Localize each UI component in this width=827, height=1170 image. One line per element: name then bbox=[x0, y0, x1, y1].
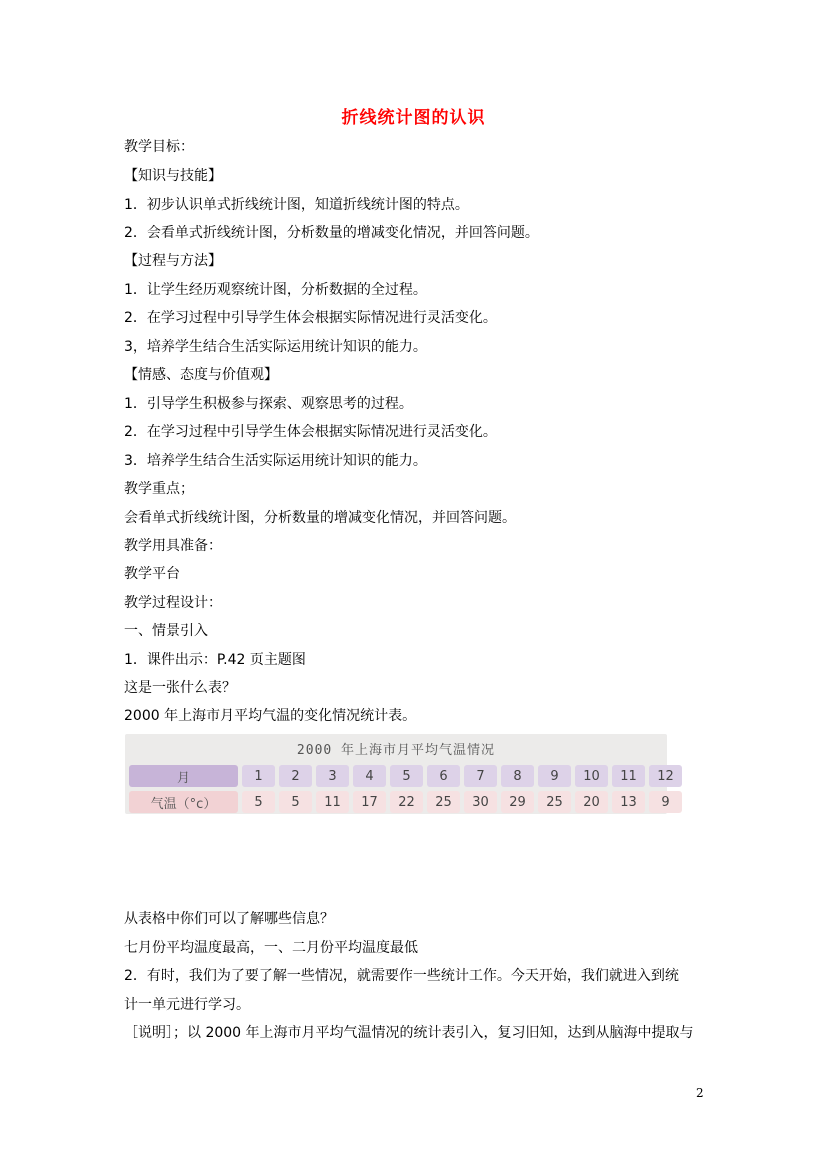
month-cell: 12 bbox=[649, 765, 682, 787]
text-line: 2．在学习过程中引导学生体会根据实际情况进行灵活变化。 bbox=[124, 424, 497, 440]
text-line: 这是一张什么表？ bbox=[124, 680, 236, 696]
temperature-cell: 25 bbox=[427, 791, 460, 813]
text-line: 1．课件出示：P.42 页主题图 bbox=[124, 652, 306, 668]
month-cell: 7 bbox=[464, 765, 497, 787]
month-cell: 6 bbox=[427, 765, 460, 787]
month-row-label: 月 bbox=[129, 765, 238, 787]
month-cell: 5 bbox=[390, 765, 423, 787]
temperature-cell: 29 bbox=[501, 791, 534, 813]
month-cell: 4 bbox=[353, 765, 386, 787]
month-cell: 11 bbox=[612, 765, 645, 787]
temperature-cell: 5 bbox=[242, 791, 275, 813]
text-line: 2．有时，我们为了要了解一些情况，就需要作一些统计工作。今天开始，我们就进入到统 bbox=[124, 968, 679, 984]
text-line: ［说明］；以 2000 年上海市月平均气温情况的统计表引入，复习旧知，达到从脑海中提取与 bbox=[124, 1025, 694, 1041]
text-line: 教学过程设计： bbox=[124, 595, 222, 611]
text-line: 1．引导学生积极参与探索、观察思考的过程。 bbox=[124, 396, 413, 412]
text-line: 【知识与技能】 bbox=[124, 168, 222, 184]
text-line: 【情感、态度与价值观】 bbox=[124, 367, 278, 383]
text-line: 3．培养学生结合生活实际运用统计知识的能力。 bbox=[124, 453, 427, 469]
text-line: 教学重点； bbox=[124, 481, 194, 497]
text-line: 教学平台 bbox=[124, 566, 180, 582]
temperature-cell: 17 bbox=[353, 791, 386, 813]
month-cell: 9 bbox=[538, 765, 571, 787]
temperature-cell: 5 bbox=[279, 791, 312, 813]
temperature-cell: 25 bbox=[538, 791, 571, 813]
text-line: 2000 年上海市月平均气温的变化情况统计表。 bbox=[124, 708, 417, 724]
month-cell: 1 bbox=[242, 765, 275, 787]
text-line: 从表格中你们可以了解哪些信息？ bbox=[124, 911, 334, 927]
temperature-cell: 20 bbox=[575, 791, 608, 813]
text-line: 七月份平均温度最高，一、二月份平均温度最低 bbox=[124, 940, 418, 956]
temperature-table-image bbox=[125, 734, 674, 814]
table-title: 2000 年上海市月平均气温情况 bbox=[296, 743, 496, 758]
text-line: 教学目标： bbox=[124, 139, 194, 155]
temperature-cell: 11 bbox=[316, 791, 349, 813]
temperature-cell: 22 bbox=[390, 791, 423, 813]
temperature-cell: 13 bbox=[612, 791, 645, 813]
text-line: 计一单元进行学习。 bbox=[124, 997, 250, 1013]
text-line: 1．初步认识单式折线统计图，知道折线统计图的特点。 bbox=[124, 197, 469, 213]
text-line: 1．让学生经历观察统计图，分析数据的全过程。 bbox=[124, 282, 427, 298]
text-line: 教学用具准备： bbox=[124, 538, 222, 554]
text-line: 3，培养学生结合生活实际运用统计知识的能力。 bbox=[124, 339, 427, 355]
month-cell: 2 bbox=[279, 765, 312, 787]
month-cell: 3 bbox=[316, 765, 349, 787]
text-line: 2．在学习过程中引导学生体会根据实际情况进行灵活变化。 bbox=[124, 310, 497, 326]
document-title: 折线统计图的认识 bbox=[341, 108, 486, 128]
text-line: 【过程与方法】 bbox=[124, 253, 222, 269]
text-line: 2．会看单式折线统计图，分析数量的增减变化情况，并回答问题。 bbox=[124, 225, 539, 241]
text-line: 一、情景引入 bbox=[124, 623, 208, 639]
month-cell: 8 bbox=[501, 765, 534, 787]
text-line: 会看单式折线统计图，分析数量的增减变化情况，并回答问题。 bbox=[124, 510, 516, 526]
month-row bbox=[129, 765, 682, 787]
temperature-row-label: 气温（°c） bbox=[129, 791, 238, 813]
temperature-cell: 30 bbox=[464, 791, 497, 813]
page-number: 2 bbox=[696, 1086, 704, 1100]
temperature-cell: 9 bbox=[649, 791, 682, 813]
month-cell: 10 bbox=[575, 765, 608, 787]
temperature-row bbox=[129, 791, 682, 813]
